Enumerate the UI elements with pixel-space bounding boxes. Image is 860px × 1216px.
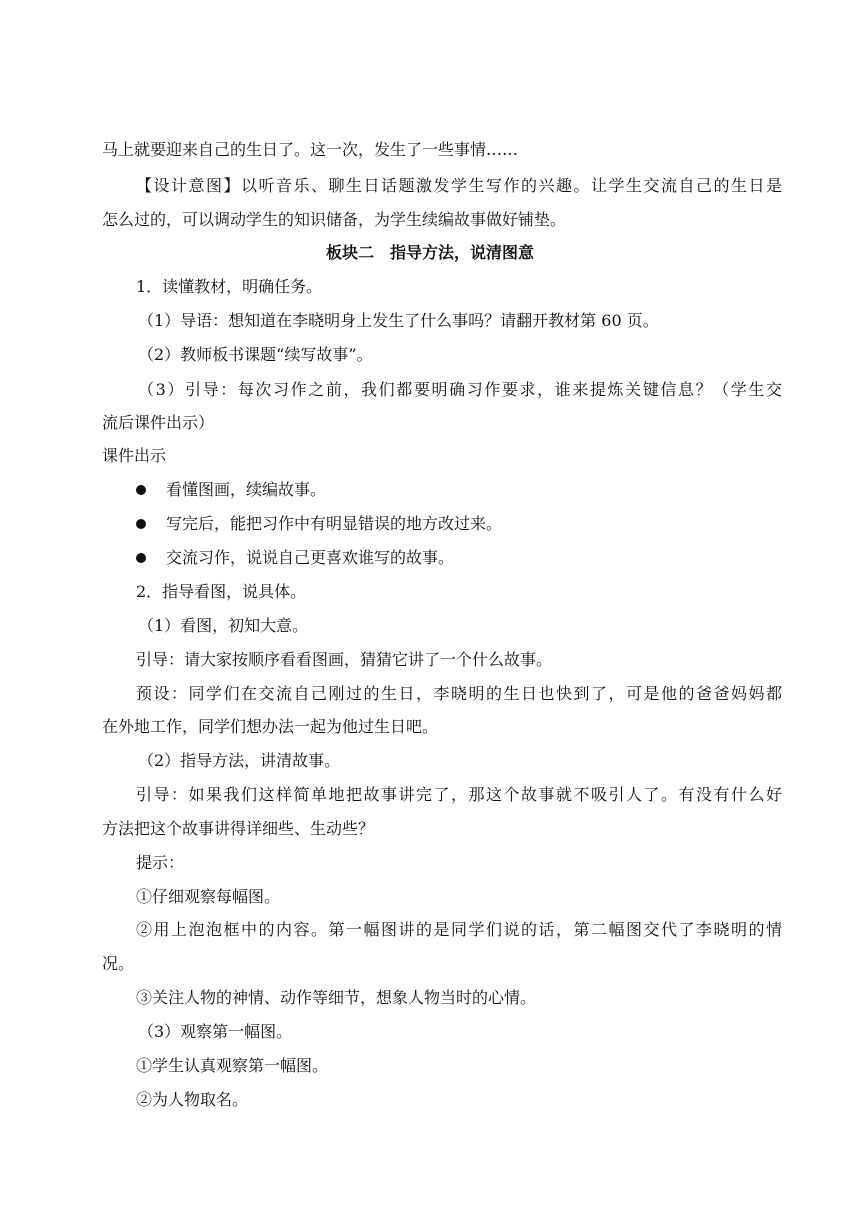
bullet-text: 写完后，能把习作中有明显错误的地方改过来。 — [166, 514, 503, 533]
bullet-icon — [136, 519, 146, 529]
design-intent-line: 【设计意图】以听音乐、聊生日话题激发学生写作的兴趣。让学生交流自己的生日是 — [136, 176, 782, 195]
paragraph-line: （2）指导方法，讲清故事。 — [138, 751, 341, 770]
paragraph-line: （3）观察第一幅图。 — [138, 1022, 293, 1041]
paragraph-line: 马上就要迎来自己的生日了。这一次，发生了一些事情…… — [102, 140, 519, 159]
paragraph-line: 流后课件出示） — [102, 413, 215, 432]
paragraph-line: 2．指导看图，说具体。 — [136, 582, 307, 601]
paragraph-line: （2）教师板书课题“续写故事”。 — [138, 345, 373, 364]
bullet-text: 交流习作，说说自己更喜欢谁写的故事。 — [166, 548, 455, 567]
paragraph-line: （3）引导：每次习作之前，我们都要明确习作要求，谁来提炼关键信息？（学生交 — [138, 380, 782, 399]
bullet-text: 看懂图画，续编故事。 — [166, 480, 327, 499]
paragraph-line: 引导：请大家按顺序看看图画，猜猜它讲了一个什么故事。 — [136, 650, 553, 669]
paragraph-line: ②用上泡泡框中的内容。第一幅图讲的是同学们说的话，第二幅图交代了李晓明的情 — [136, 920, 782, 939]
bullet-icon — [136, 553, 146, 563]
courseware-label: 课件出示 — [102, 446, 167, 465]
paragraph-line: 预设：同学们在交流自己刚过的生日，李晓明的生日也快到了，可是他的爸爸妈妈都 — [136, 684, 782, 703]
paragraph-line: 在外地工作，同学们想办法一起为他过生日吧。 — [102, 717, 439, 736]
section-heading: 板块二 指导方法，说清图意 — [325, 243, 534, 262]
paragraph-line: ①学生认真观察第一幅图。 — [136, 1056, 329, 1075]
paragraph-line: （1）看图，初知大意。 — [138, 616, 309, 635]
paragraph-line: 1．读懂教材，明确任务。 — [136, 277, 323, 296]
paragraph-line: ③关注人物的神情、动作等细节，想象人物当时的心情。 — [136, 988, 537, 1007]
paragraph-line: 方法把这个故事讲得详细些、生动些？ — [102, 819, 375, 838]
paragraph-line: ②为人物取名。 — [136, 1090, 249, 1109]
paragraph-line: 况。 — [102, 954, 135, 973]
paragraph-line: 提示： — [136, 853, 185, 872]
bullet-icon — [136, 485, 146, 495]
paragraph-line: 引导：如果我们这样简单地把故事讲完了，那这个故事就不吸引人了。有没有什么好 — [136, 785, 782, 804]
paragraph-line: （1）导语：想知道在李晓明身上发生了什么事吗？请翻开教材第 60 页。 — [138, 311, 659, 330]
paragraph-line: 怎么过的，可以调动学生的知识储备，为学生续编故事做好铺垫。 — [102, 210, 567, 229]
paragraph-line: ①仔细观察每幅图。 — [136, 887, 281, 906]
